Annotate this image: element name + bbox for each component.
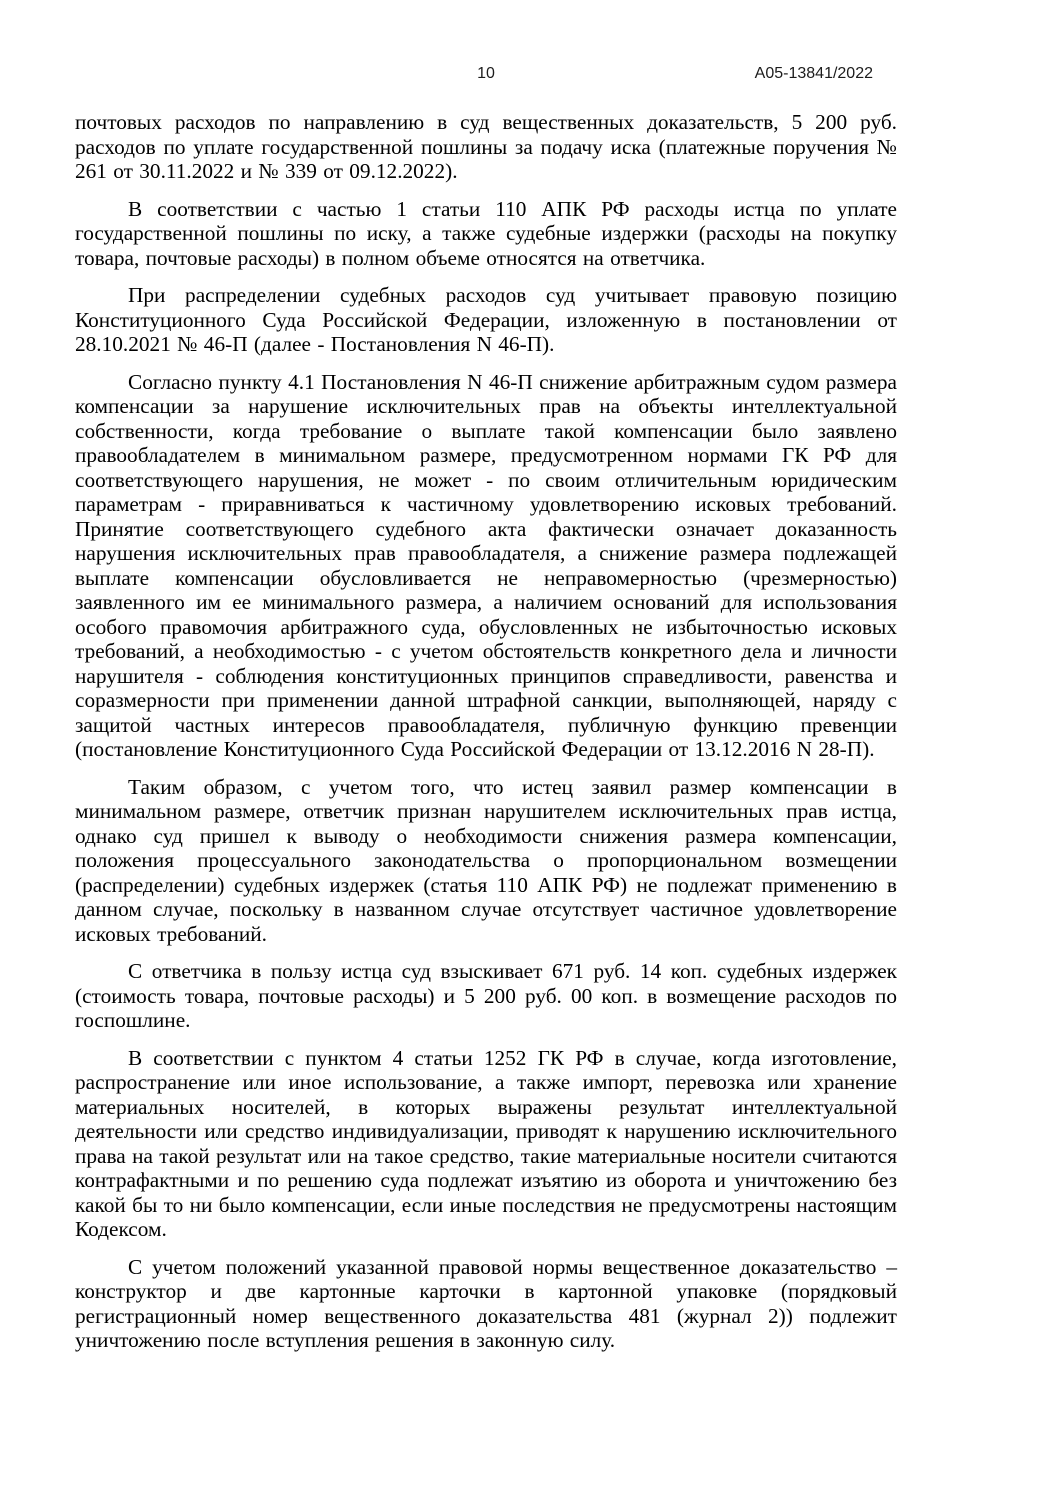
paragraph-resolution-46p-point-4-1: Согласно пункту 4.1 Постановления N 46-П снижение арбитражным судом размера компенсации за нарушение исключительных прав на объекты интеллектуальной собственности, когда требование о выплате такой компенсации было заявлено правообладателем в минимальном размере, предусмотренном нормами ГК РФ для соответствующего нарушения, не может - по своим отличительным юридическим параметрам - приравниваться к частичному удовлетворению исковых требований. Принятие соответствующего судебного акта фактически означает доказанность нарушения исключительных прав правообладателя, а снижение размера подлежащей выплате компенсации обусловливается не неправомерностью (чрезмерностью) заявленного им ее минимального размера, а наличием оснований для использования особого правомочия арбитражного суда, обусловленных не избыточностью исковых требований, а необходимостью - с учетом обстоятельств конкретного дела и личности нарушителя - соблюдения конституционных принципов справедливости, равенства и соразмерности при применении данной штрафной санкции, выполняющей, наряду с защитой частных интересов правообладателя, публичную функцию превенции (постановление Конституционного Суда Российской Федерации от 13.12.2016 N 28-П). <box>75 369 897 761</box>
paragraph-postal-expenses: почтовых расходов по направлению в суд вещественных доказательств, 5 200 руб. расходов по уплате государственной пошлины за подачу иска (платежные поручения № 261 от 30.11.2022 и № 339 от 09.12.2022). <box>75 110 897 183</box>
page-header <box>75 64 897 84</box>
paragraph-compensation-conclusion: Таким образом, с учетом того, что истец заявил размер компенсации в минимальном размере, ответчик признан нарушителем исключительных прав истца, однако суд пришел к выводу о необходимости снижения размера компенсации, положения процессуального законодательства о пропорциональном возмещении (распределении) судебных издержек (статья 110 АПК РФ) не подлежат применению в данном случае, поскольку в названном случае отсутствует частичное удовлетворение исковых требований. <box>75 774 897 946</box>
paragraph-constitutional-court-position: При распределении судебных расходов суд учитывает правовую позицию Конституционного Суда Российской Федерации, изложенную в постановлении от 28.10.2021 № 46-П (далее - Постановления N 46-П). <box>75 283 897 356</box>
paragraph-recovery-amounts: С ответчика в пользу истца суд взыскивает 671 руб. 14 коп. судебных издержек (стоимость товара, почтовые расходы) и 5 200 руб. 00 коп. в возмещение расходов по госпошлине. <box>75 959 897 1032</box>
page-number: 10 <box>477 65 495 82</box>
paragraph-apk-110: В соответствии с частью 1 статьи 110 АПК РФ расходы истца по уплате государственной пошлины по иску, а также судебные издержки (расходы на покупку товара, почтовые расходы) в полном объеме относятся на ответчика. <box>75 196 897 270</box>
case-number: А05-13841/2022 <box>754 65 873 82</box>
paragraph-gk-1252-point-4: В соответствии с пунктом 4 статьи 1252 ГК РФ в случае, когда изготовление, распространение или иное использование, а также импорт, перевозка или хранение материальных носителей, в которых выражены результат интеллектуальной деятельности или средство индивидуализации, приводят к нарушению исключительного права на такой результат или на такое средство, такие материальные носители считаются контрафактными и по решению суда подлежат изъятию из оборота и уничтожению без какой бы то ни было компенсации, если иные последствия не предусмотрены настоящим Кодексом. <box>75 1045 897 1241</box>
paragraph-evidence-destruction: С учетом положений указанной правовой нормы вещественное доказательство – конструктор и две картонные карточки в картонной упаковке (порядковый регистрационный номер вещественного доказательства 481 (журнал 2)) подлежит уничтожению после вступления решения в законную силу. <box>75 1254 897 1352</box>
document-body <box>75 110 897 1353</box>
